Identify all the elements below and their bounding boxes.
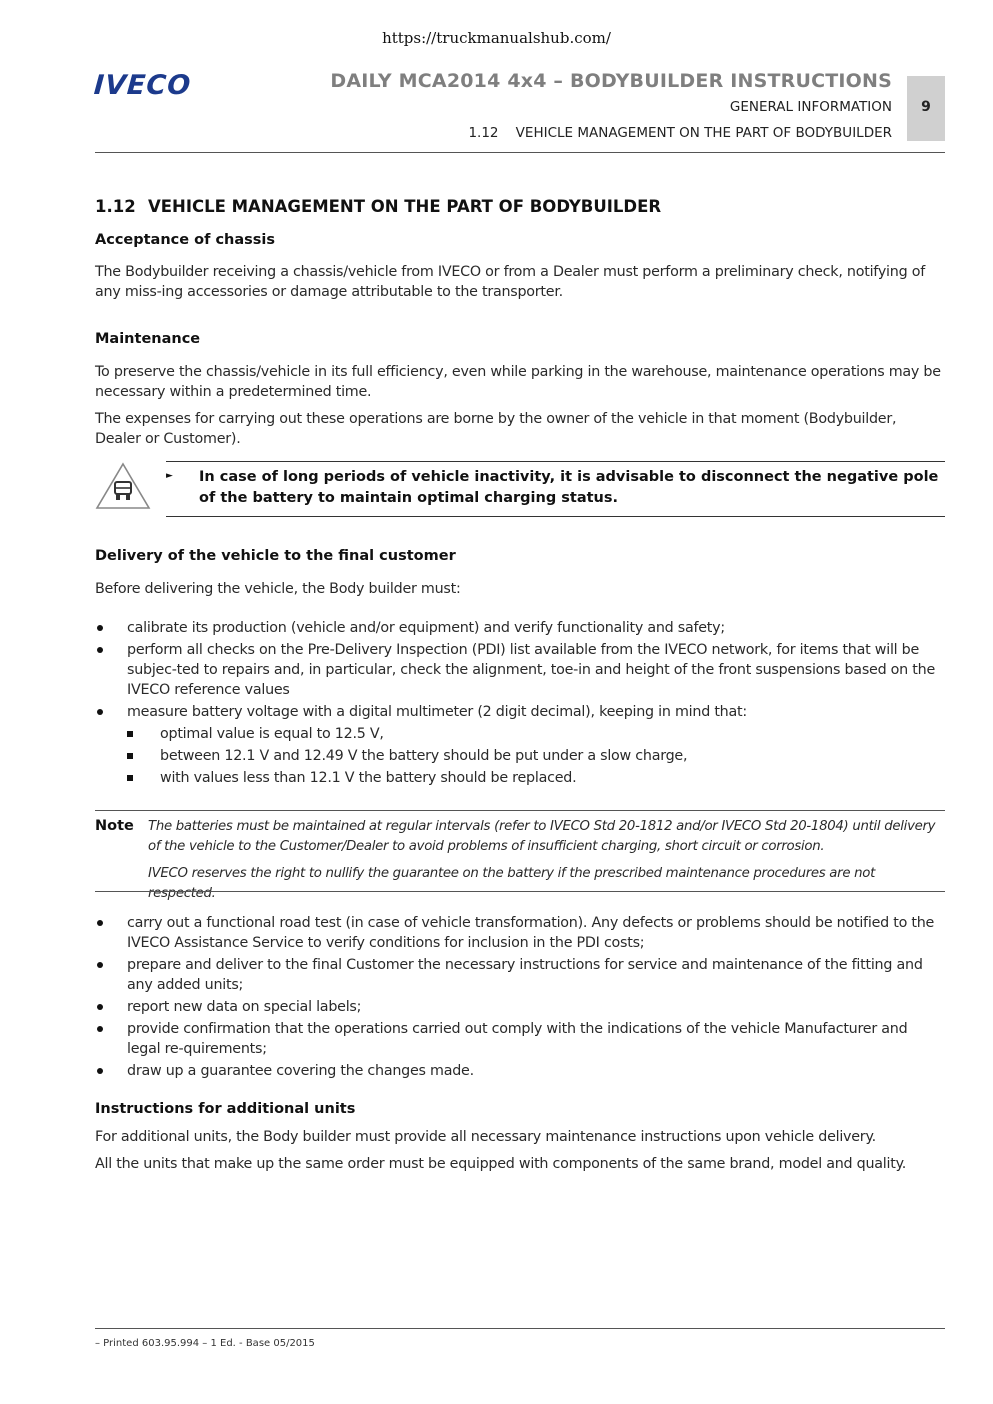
header-divider (95, 152, 945, 153)
additional-units-paragraph-2: All the units that make up the same order must be equipped with components of the same brand, model and quality. (95, 1156, 907, 1172)
note-label: Note (95, 818, 134, 834)
additional-units-paragraph-1: For additional units, the Body builder must provide all necessary maintenance instructions upon vehicle delivery. (95, 1129, 876, 1145)
title-number: 1.12 (95, 197, 136, 216)
list-item: perform all checks on the Pre-Delivery Inspection (PDI) list available from the IVECO network, for items that will be subjec-ted to repairs and, in particular, check the alignment, toe-in and height of the front suspensions based on the IVECO reference values (95, 640, 945, 700)
vehicle-warning-triangle-icon (95, 462, 151, 514)
voltage-sublist (127, 724, 945, 788)
bullet-icon (97, 962, 103, 968)
page-title (95, 197, 661, 216)
bullet-icon (97, 1068, 103, 1074)
warning-text: In case of long periods of vehicle inactivity, it is advisable to disconnect the negative pole of the battery to maintain optimal charging status. (199, 469, 939, 506)
subsection-name: 1.12 VEHICLE MANAGEMENT ON THE PART OF BODYBUILDER (468, 125, 892, 141)
bullet-icon (97, 647, 103, 653)
page-number: 9 (921, 99, 931, 115)
sublist-item: between 12.1 V and 12.49 V the battery should be put under a slow charge, (127, 746, 945, 766)
square-bullet-icon (127, 775, 133, 781)
list-item: carry out a functional road test (in case of vehicle transformation). Any defects or problems should be notified to the IVECO Assistance Service to verify conditions for inclusion in the PDI costs; (95, 913, 945, 953)
list-item: calibrate its production (vehicle and/or equipment) and verify functionality and safety; (95, 618, 945, 638)
list-item: report new data on special labels; (95, 997, 945, 1017)
acceptance-heading: Acceptance of chassis (95, 232, 276, 248)
square-bullet-icon (127, 731, 133, 737)
title-text: VEHICLE MANAGEMENT ON THE PART OF BODYBUILDER (148, 197, 662, 216)
acceptance-text: The Bodybuilder receiving a chassis/vehicle from IVECO or from a Dealer must perform a preliminary check, notifying of any miss-ing accessories or damage attributable to the transporter. (95, 264, 925, 300)
note-top-rule (95, 810, 945, 811)
footer-print-info: – Printed 603.95.994 – 1 Ed. - Base 05/2015 (95, 1338, 315, 1349)
iveco-logo: IVECO (92, 70, 193, 101)
square-bullet-icon (127, 753, 133, 759)
delivery-intro: Before delivering the vehicle, the Body builder must: (95, 581, 461, 597)
section-name: GENERAL INFORMATION (729, 99, 892, 115)
list-item: prepare and deliver to the final Customer the necessary instructions for service and maintenance of the fitting and any added units; (95, 955, 945, 995)
list-item: draw up a guarantee covering the changes made. (95, 1061, 945, 1081)
maintenance-paragraph-1: To preserve the chassis/vehicle in its full efficiency, even while parking in the warehouse, maintenance operations may be necessary within a predetermined time. (95, 364, 941, 400)
note-paragraph-1: The batteries must be maintained at regular intervals (refer to IVECO Std 20-1812 and/or IVECO Std 20-1804) until delivery of the vehicle to the Customer/Dealer to avoid problems of insufficient charging, short circuit or corrosion. (148, 819, 936, 854)
bullet-icon (97, 1026, 103, 1032)
bullet-icon (97, 1004, 103, 1010)
maintenance-heading: Maintenance (95, 331, 201, 347)
warning-arrow-icon: ► (166, 471, 173, 481)
footer-divider (95, 1328, 945, 1329)
note-paragraph-2: IVECO reserves the right to nullify the guarantee on the battery if the prescribed maintenance procedures are not respected. (148, 866, 876, 901)
bullet-icon (97, 625, 103, 631)
warning-top-rule (166, 461, 945, 462)
source-url: https://truckmanualshub.com/ (382, 29, 611, 47)
list-item: provide confirmation that the operations carried out comply with the indications of the vehicle Manufacturer and legal re-quirements; (95, 1019, 945, 1059)
sublist-item: with values less than 12.1 V the battery should be replaced. (127, 768, 945, 788)
additional-units-heading: Instructions for additional units (95, 1101, 356, 1117)
maintenance-paragraph-2: The expenses for carrying out these operations are borne by the owner of the vehicle in that moment (Bodybuilder, Dealer or Customer). (95, 411, 897, 447)
document-title: DAILY MCA2014 4x4 – BODYBUILDER INSTRUCTIONS (330, 70, 892, 92)
bullet-icon (97, 920, 103, 926)
sublist-item: optimal value is equal to 12.5 V, (127, 724, 945, 744)
list-item: measure battery voltage with a digital multimeter (2 digit decimal), keeping in mind that: optimal value is equal to 12.5 V, between 12.1 V and 12.49 V the battery should be put under a slow charge, with values less than 12.1 V the battery should be replaced. (95, 702, 945, 788)
delivery-list-2 (95, 913, 945, 1083)
delivery-list-1 (95, 618, 945, 790)
bullet-icon (97, 709, 103, 715)
delivery-heading: Delivery of the vehicle to the final customer (95, 548, 456, 564)
note-bottom-rule (95, 891, 945, 892)
warning-bottom-rule (166, 516, 945, 517)
